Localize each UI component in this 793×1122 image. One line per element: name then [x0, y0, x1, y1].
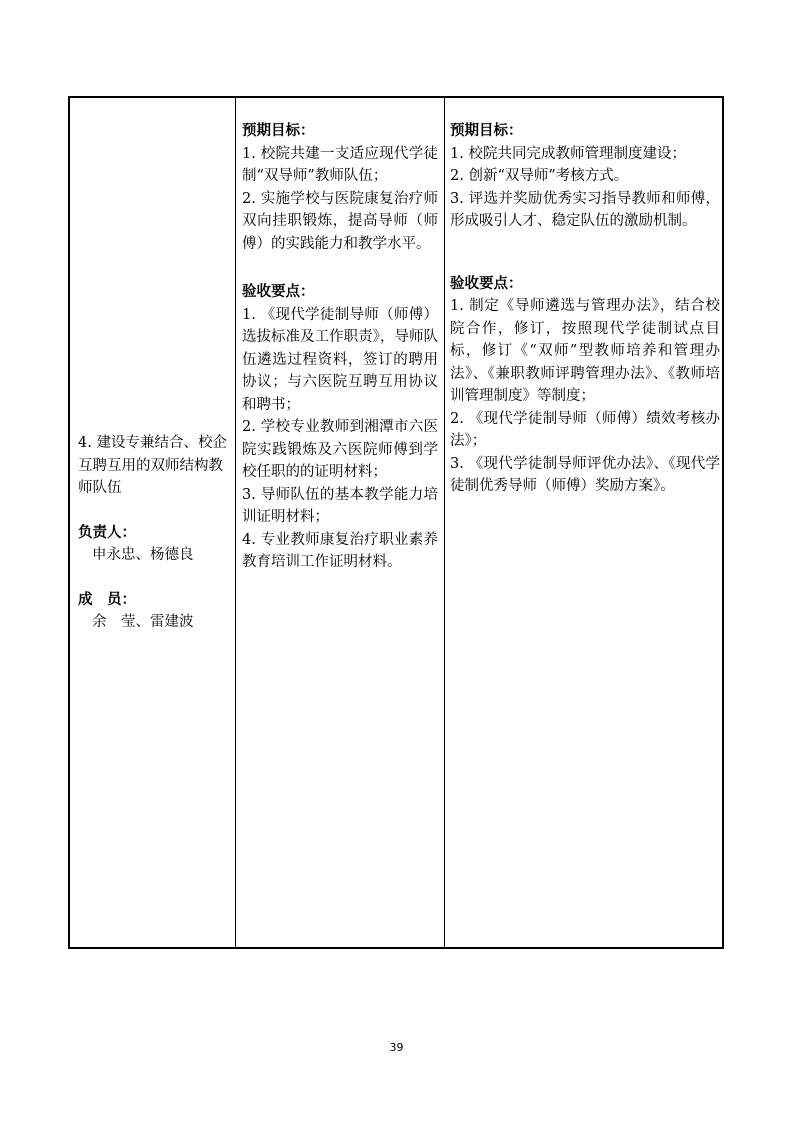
school-cell: [242, 120, 438, 574]
school-acceptance-item: 2. 学校专业教师到湘潭市六医院实践锻炼及六医院师傅到学校任职的的证明材料；: [242, 419, 438, 480]
hospital-goal-item: 3. 评选并奖励优秀实习指导教师和师傅，形成吸引人才、稳定队伍的激励机制。: [450, 190, 720, 229]
school-acceptance-label: 验收要点：: [242, 283, 315, 300]
plan-table: [68, 96, 724, 949]
hospital-acceptance-item: 1. 制定《导师遴选与管理办法》，结合校院合作，修订，按照现代学徒制试点目标，修订《“双师”型教师培养和管理办法》、《兼职教师评聘管理办法》、《教师培训管理制度》等制度；: [450, 298, 720, 404]
page-number: 39: [389, 1041, 404, 1054]
school-goals-label: 预期目标：: [242, 122, 315, 139]
hospital-goal-item: 2. 创新“双导师”考核方式。: [450, 168, 629, 184]
hospital-acceptance-label: 验收要点：: [450, 274, 523, 292]
hospital-goal-item: 1. 校院共同完成教师管理制度建设；: [450, 145, 686, 162]
hospital-acceptance-item: 3. 《现代学徒制导师评优办法》、《现代学徒制优秀导师（师傅）奖励方案》。: [450, 455, 720, 494]
leader-names: 申永忠、杨德良: [92, 547, 194, 563]
school-acceptance-item: 3. 导师队伍的基本教学能力培训证明材料；: [242, 486, 438, 525]
leader-label: 负责人：: [78, 523, 136, 541]
hospital-acceptance-item: 2. 《现代学徒制导师（师傅）绩效考核办法》；: [450, 410, 720, 449]
school-acceptance-item: 1. 《现代学徒制导师（师傅）选拔标准及工作职责》，导师队伍遴选过程资料，签订的聘用协议；与六医院互聘互用协议和聘书；: [242, 306, 438, 413]
member-names: 余 莹、雷建波: [92, 614, 194, 630]
school-goal-item: 2. 实施学校与医院康复治疗师双向挂职锻炼，提高导师（师傅）的实践能力和教学水平。: [242, 190, 438, 252]
school-acceptance-item: 4. 专业教师康复治疗职业素养教育培训工作证明材料。: [242, 531, 438, 570]
hospital-goals-label: 预期目标：: [450, 122, 523, 139]
hospital-cell: [450, 120, 720, 498]
task-title: 4. 建设专兼结合、校企互聘互用的双师结构教师队伍: [78, 435, 227, 496]
task-cell: [78, 432, 233, 634]
column-divider: [444, 98, 445, 947]
column-divider: [235, 98, 236, 947]
school-goal-item: 1. 校院共建一支适应现代学徒制“双导师”教师队伍；: [242, 145, 438, 184]
members-label: 成 员：: [78, 590, 136, 608]
